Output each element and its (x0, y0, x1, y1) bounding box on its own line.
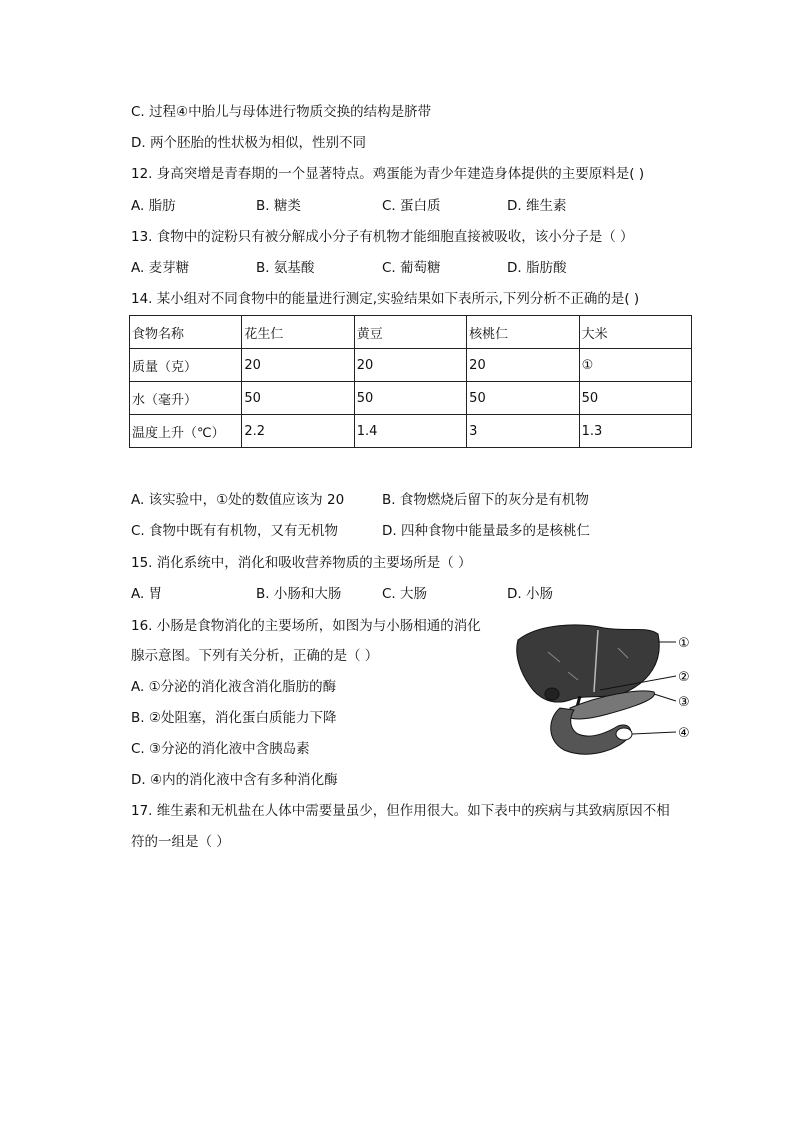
table-cell: 3 (467, 415, 579, 448)
table-cell: 花生仁 (242, 316, 354, 349)
table-cell: ① (579, 349, 691, 382)
diagram-label-3: ③ (678, 695, 690, 710)
digestive-gland-diagram (508, 622, 698, 762)
q16-option-d: D. ④内的消化液中含有多种消化酶 (131, 772, 338, 788)
table-header-row (130, 316, 692, 349)
q14-option-b: B. 食物燃烧后留下的灰分是有机物 (382, 492, 589, 508)
q15-option-b: B. 小肠和大肠 (256, 586, 342, 602)
energy-table (129, 315, 692, 448)
table-cell: 20 (242, 349, 354, 382)
table-cell: 核桃仁 (467, 316, 579, 349)
q15-option-d: D. 小肠 (507, 586, 553, 602)
question-14: 14. 某小组对不同食物中的能量进行测定,实验结果如下表所示,下列分析不正确的是( ) (131, 291, 640, 307)
table-cell: 质量（克） (130, 349, 242, 382)
table-cell: 50 (354, 382, 466, 415)
diagram-label-2: ② (678, 670, 690, 685)
q15-option-a: A. 胃 (131, 586, 163, 602)
q15-option-c: C. 大肠 (382, 586, 428, 602)
question-17-line2: 符的一组是（ ） (131, 834, 230, 850)
table-cell: 温度上升（℃） (130, 415, 242, 448)
table-row (130, 349, 692, 382)
q12-option-a: A. 脂肪 (131, 198, 176, 214)
liver-shape (517, 625, 660, 702)
question-16-line1: 16. 小肠是食物消化的主要场所，如图为与小肠相通的消化 (131, 618, 481, 634)
gallbladder-shape (545, 688, 559, 700)
table-row (130, 382, 692, 415)
q16-option-b: B. ②处阻塞，消化蛋白质能力下降 (131, 710, 337, 726)
q12-option-b: B. 糖类 (256, 198, 301, 214)
q13-option-b: B. 氨基酸 (256, 260, 315, 276)
diagram-label-1: ① (678, 636, 690, 651)
table-cell: 2.2 (242, 415, 354, 448)
line-q11c: C. 过程④中胎儿与母体进行物质交换的结构是脐带 (131, 104, 432, 120)
table-cell: 1.4 (354, 415, 466, 448)
q12-option-d: D. 维生素 (507, 198, 567, 214)
q14-option-c: C. 食物中既有有机物，又有无机物 (131, 523, 339, 539)
q13-option-d: D. 脂肪酸 (507, 260, 567, 276)
question-13: 13. 食物中的淀粉只有被分解成小分子有机物才能细胞直接被吸收，该小分子是（ ） (131, 229, 634, 245)
question-17-line1: 17. 维生素和无机盐在人体中需要量虽少，但作用很大。如下表中的疾病与其致病原因不相 (131, 803, 670, 819)
q14-option-d: D. 四种食物中能量最多的是核桃仁 (382, 523, 590, 539)
diagram-label-4: ④ (678, 726, 690, 741)
table-cell: 黄豆 (354, 316, 466, 349)
question-12: 12. 身高突增是青春期的一个显著特点。鸡蛋能为青少年建造身体提供的主要原料是( ) (131, 166, 645, 182)
table-cell: 50 (467, 382, 579, 415)
q13-option-a: A. 麦芽糖 (131, 260, 190, 276)
q14-option-a: A. 该实验中，①处的数值应该为 20 (131, 492, 345, 508)
table-cell: 水（毫升） (130, 382, 242, 415)
table-cell: 大米 (579, 316, 691, 349)
table-cell: 50 (579, 382, 691, 415)
table-row (130, 415, 692, 448)
question-15: 15. 消化系统中，消化和吸收营养物质的主要场所是（ ） (131, 555, 472, 571)
q13-option-c: C. 葡萄糖 (382, 260, 441, 276)
table-cell: 50 (242, 382, 354, 415)
question-16-line2: 腺示意图。下列有关分析，正确的是（ ） (131, 648, 379, 664)
table-cell: 20 (354, 349, 466, 382)
line-q11d: D. 两个胚胎的性状极为相似，性别不同 (131, 135, 366, 151)
q16-option-a: A. ①分泌的消化液含消化脂肪的酶 (131, 679, 337, 695)
table-cell: 20 (467, 349, 579, 382)
table-cell: 食物名称 (130, 316, 242, 349)
q12-option-c: C. 蛋白质 (382, 198, 441, 214)
q16-option-c: C. ③分泌的消化液中含胰岛素 (131, 741, 310, 757)
table-cell: 1.3 (579, 415, 691, 448)
